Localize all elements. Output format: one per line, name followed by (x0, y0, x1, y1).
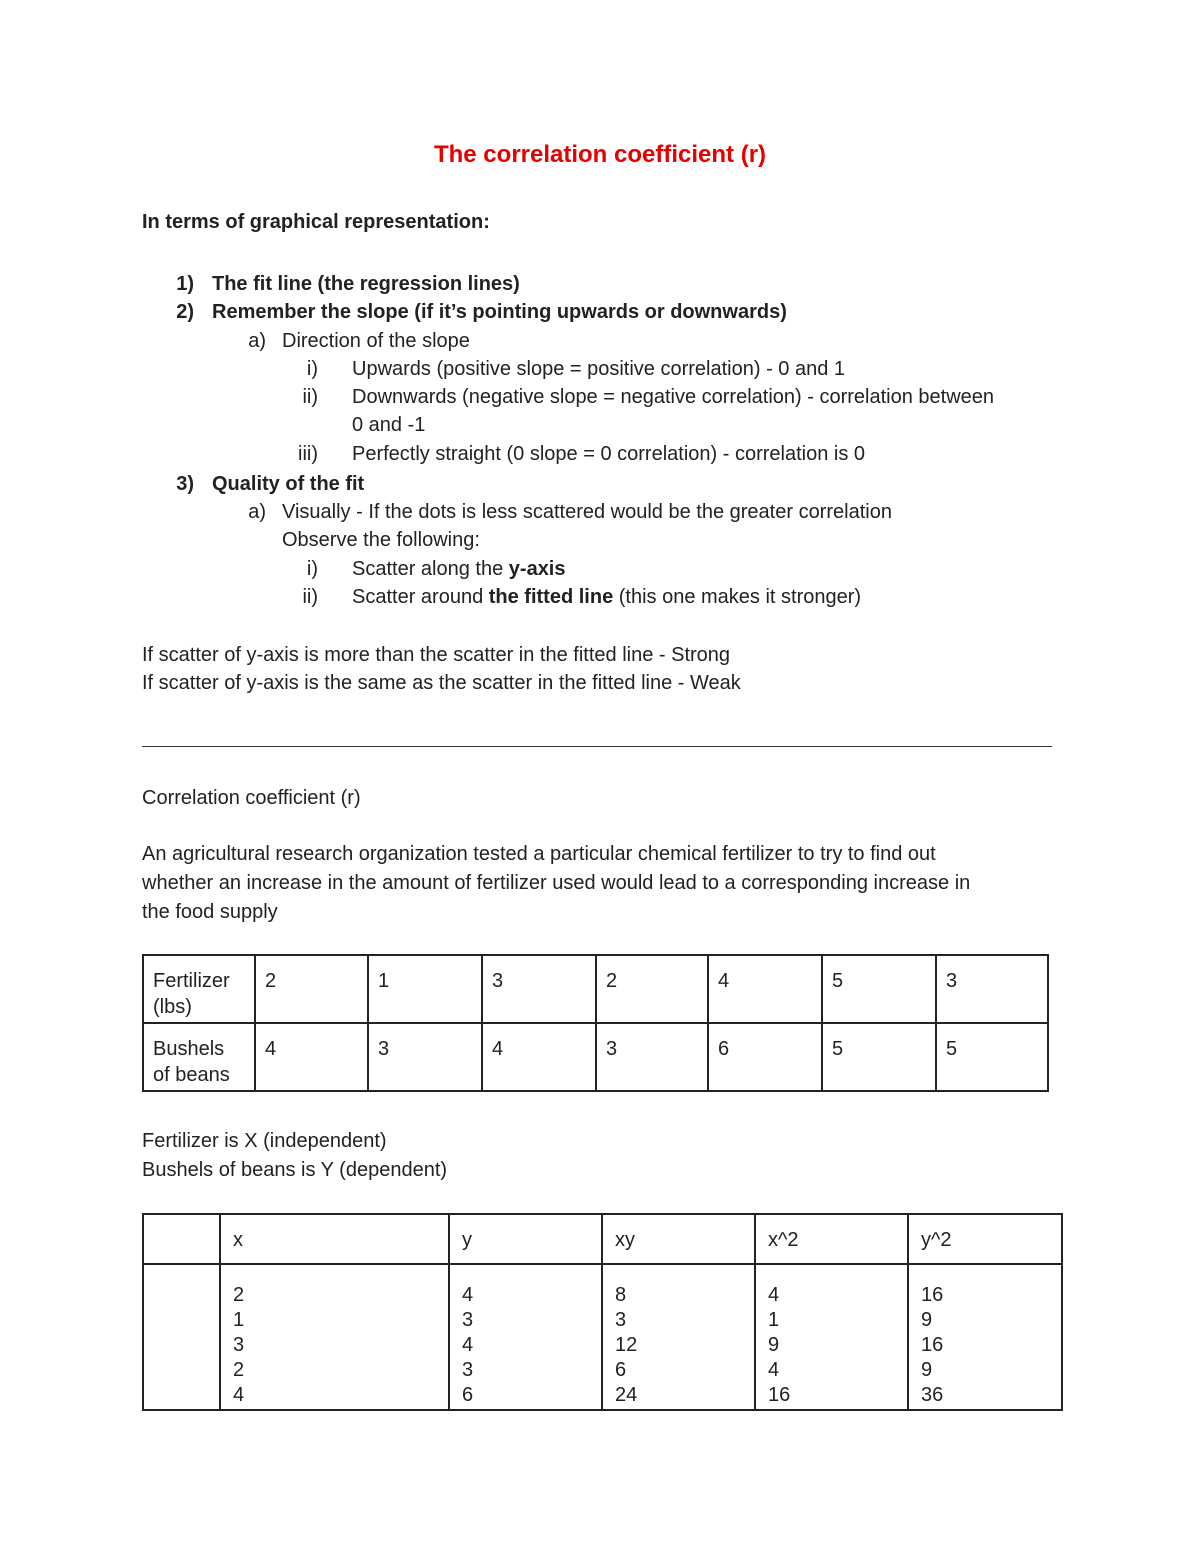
sublist-text: Visually - If the dots is less scattered would be the greater correlation (282, 501, 892, 523)
cell-value: 2 (233, 1359, 245, 1381)
cell-value: 3 (233, 1334, 245, 1356)
variable-x-note: Fertilizer is X (independent) (142, 1130, 387, 1152)
table-cell: 1 (368, 955, 482, 1023)
paragraph-line: the food supply (142, 901, 278, 923)
list-number: 3) (176, 473, 194, 495)
list-item-text: Remember the slope (if it’s pointing upwards or downwards) (212, 301, 787, 323)
sublist-text: Direction of the slope (282, 330, 470, 352)
cell-value: 9 (921, 1309, 933, 1331)
column-values-xy (602, 1264, 755, 1410)
computation-table (142, 1213, 1063, 1411)
subsublist-text (352, 583, 861, 611)
label-line: Bushels (153, 1038, 225, 1060)
subsublist-text (352, 555, 566, 583)
table-cell: 2 (255, 955, 368, 1023)
table-cell: 4 (255, 1023, 368, 1091)
table-row (143, 1264, 1062, 1410)
section2-heading: Correlation coefficient (r) (142, 787, 361, 809)
text-bold: the fitted line (488, 586, 614, 608)
page-title: The correlation coefficient (r) (433, 141, 767, 168)
table-header-row (143, 1214, 1062, 1264)
subsublist-marker: ii) (302, 386, 318, 408)
text-prefix: Scatter around (352, 586, 489, 608)
cell-value: 4 (233, 1384, 245, 1406)
cell-value: 16 (768, 1384, 791, 1406)
label-line: of beans (153, 1064, 230, 1086)
column-values-x (220, 1264, 449, 1410)
table-cell: 5 (936, 1023, 1048, 1091)
table-cell: 3 (482, 955, 596, 1023)
table-row (143, 1023, 1048, 1091)
list-number: 1) (176, 273, 194, 295)
header-cell (143, 1214, 220, 1264)
subsublist-text: Perfectly straight (0 slope = 0 correlation) - correlation is 0 (352, 443, 865, 465)
list-item-text: Quality of the fit (212, 473, 365, 495)
column-values-y-squared (908, 1264, 1062, 1410)
table-cell: 2 (596, 955, 708, 1023)
subsublist-text: Downwards (negative slope = negative correlation) - correlation between (352, 386, 995, 408)
table-cell: 6 (708, 1023, 822, 1091)
paragraph-line: An agricultural research organization tested a particular chemical fertilizer to try to find out (142, 843, 936, 865)
row-label-bushels (143, 1023, 255, 1091)
row-label-fertilizer (143, 955, 255, 1023)
cell-value: 16 (921, 1334, 944, 1356)
cell-value: 4 (768, 1359, 780, 1381)
subsublist-text: Upwards (positive slope = positive correlation) - 0 and 1 (352, 358, 846, 380)
cell-value: 1 (768, 1309, 780, 1331)
cell-value: 9 (768, 1334, 780, 1356)
cell-value: 4 (462, 1284, 474, 1306)
list-number: 2) (176, 301, 194, 323)
cell-value: 9 (921, 1359, 933, 1381)
cell-value: 24 (615, 1384, 638, 1406)
sublist-text-continued: Observe the following: (282, 529, 480, 551)
cell-value: 3 (462, 1359, 474, 1381)
cell-value: 8 (615, 1284, 627, 1306)
list-item-text: The fit line (the regression lines) (212, 273, 520, 295)
horizontal-divider (142, 746, 1052, 747)
cell-value: 6 (462, 1384, 474, 1406)
variable-y-note: Bushels of beans is Y (dependent) (142, 1159, 448, 1181)
header-cell: y^2 (908, 1214, 1062, 1264)
cell-value: 4 (462, 1334, 474, 1356)
section-heading: In terms of graphical representation: (142, 211, 490, 233)
subsublist-text-continued: 0 and -1 (352, 414, 426, 436)
header-cell: xy (602, 1214, 755, 1264)
subsublist-marker: i) (306, 358, 318, 380)
subsublist-marker: i) (306, 558, 318, 580)
table-cell: 4 (708, 955, 822, 1023)
table-cell: 3 (936, 955, 1048, 1023)
sublist-marker: a) (248, 501, 266, 523)
cell-value: 3 (462, 1309, 474, 1331)
cell-value: 3 (615, 1309, 627, 1331)
note-strong: If scatter of y-axis is more than the scatter in the fitted line - Strong (142, 644, 731, 666)
cell-value: 36 (921, 1384, 944, 1406)
table-cell: 5 (822, 1023, 936, 1091)
cell-value: 12 (615, 1334, 638, 1356)
paragraph-line: whether an increase in the amount of fertilizer used would lead to a corresponding increase in (142, 872, 971, 894)
column-values-x-squared (755, 1264, 908, 1410)
cell-value: 4 (768, 1284, 780, 1306)
table-row (143, 955, 1048, 1023)
text-suffix: (this one makes it stronger) (613, 586, 862, 608)
table-cell: 3 (368, 1023, 482, 1091)
cell-value: 16 (921, 1284, 944, 1306)
text-bold: y-axis (508, 558, 566, 580)
table-cell: 4 (482, 1023, 596, 1091)
data-table (142, 954, 1049, 1092)
sublist-marker: a) (248, 330, 266, 352)
cell-value: 2 (233, 1284, 245, 1306)
label-line: Fertilizer (153, 970, 230, 992)
subsublist-marker: ii) (302, 586, 318, 608)
empty-cell (143, 1264, 220, 1410)
header-cell: y (449, 1214, 602, 1264)
note-weak: If scatter of y-axis is the same as the scatter in the fitted line - Weak (142, 672, 741, 694)
table-cell: 5 (822, 955, 936, 1023)
header-cell: x^2 (755, 1214, 908, 1264)
header-cell: x (220, 1214, 449, 1264)
cell-value: 6 (615, 1359, 627, 1381)
subsublist-marker: iii) (298, 443, 318, 465)
label-line: (lbs) (153, 996, 192, 1018)
column-values-y (449, 1264, 602, 1410)
table-cell: 3 (596, 1023, 708, 1091)
text-prefix: Scatter along the (352, 558, 509, 580)
cell-value: 1 (233, 1309, 245, 1331)
